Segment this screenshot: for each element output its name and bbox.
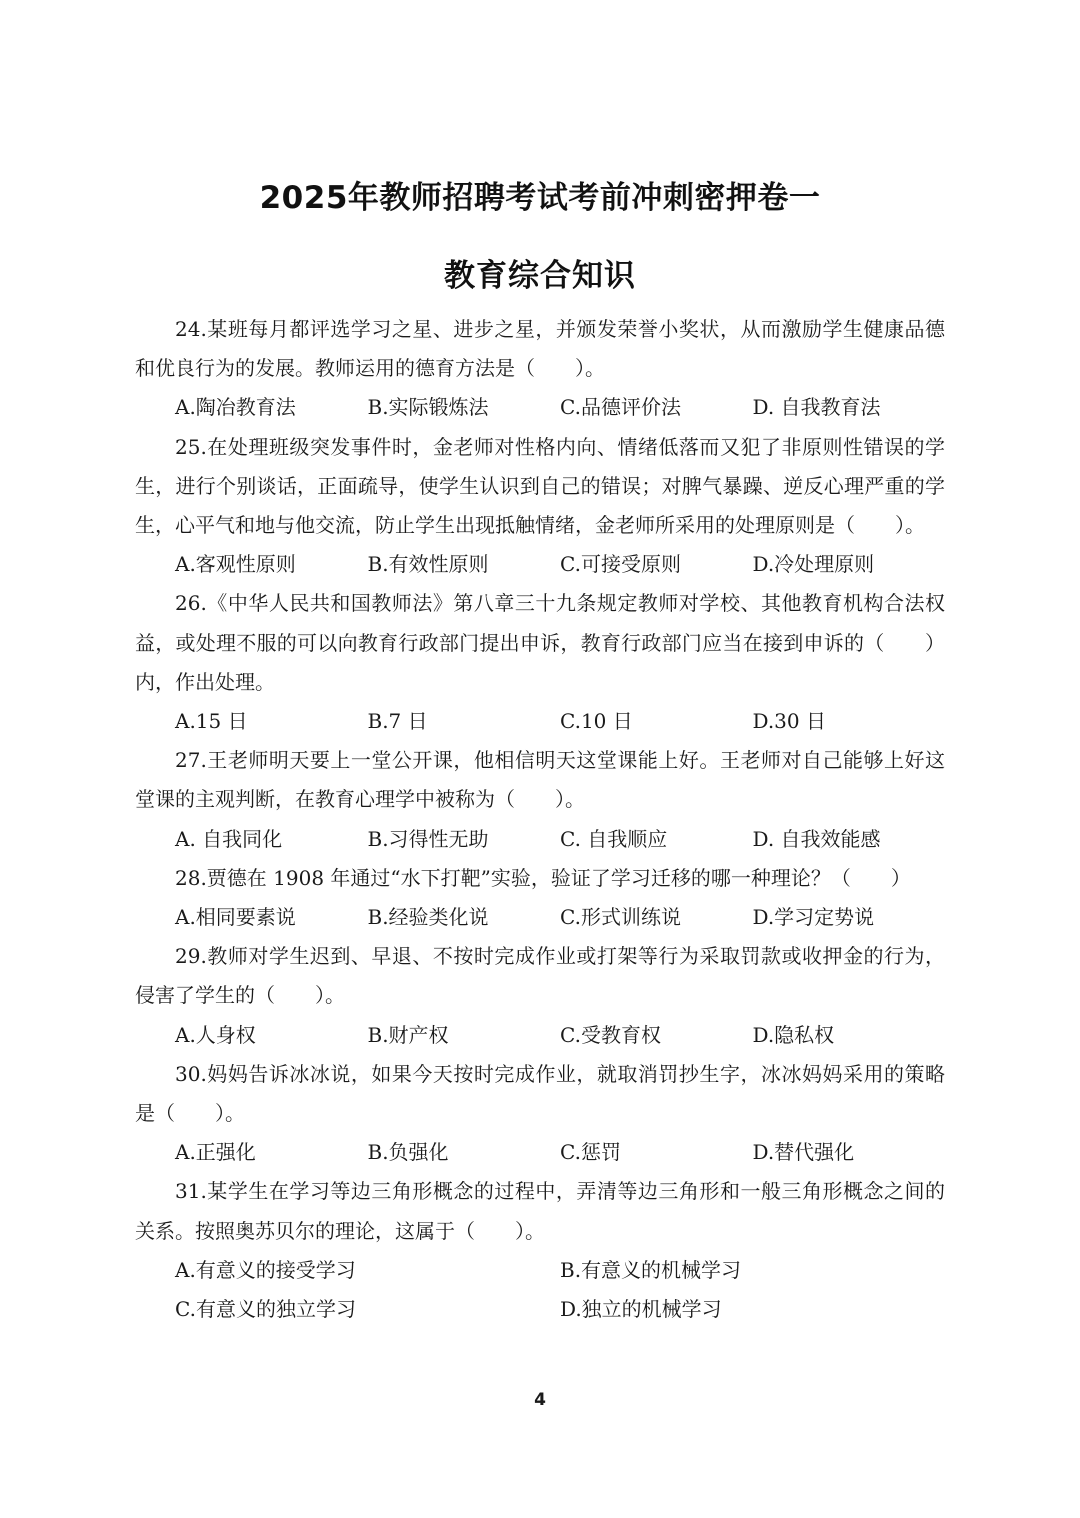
question-24-stem: 24.某班每月都评选学习之星、进步之星，并颁发荣誉小奖状，从而激励学生健康品德和优良行为的发展。教师运用的德育方法是（ ）。 — [135, 317, 945, 381]
option-b: B.习得性无助 — [367, 826, 489, 851]
option-d: D.隐私权 — [752, 1022, 835, 1047]
option-c: C.形式训练说 — [560, 905, 681, 930]
option-d: D. 自我教育法 — [752, 395, 881, 420]
option-b: B.实际锻炼法 — [367, 395, 489, 420]
option-a: A.15 日 — [175, 709, 248, 734]
question-25-options — [135, 545, 945, 584]
question-31-stem: 31.某学生在学习等边三角形概念的过程中，弄清等边三角形和一般三角形概念之间的关系。按照奥苏贝尔的理论，这属于（ ）。 — [135, 1179, 945, 1243]
option-a: A. 自我同化 — [175, 826, 283, 851]
option-b: B.有效性原则 — [367, 552, 489, 577]
option-d: D.冷处理原则 — [752, 552, 875, 577]
exam-title: 2025年教师招聘考试考前冲刺密押卷一 — [259, 180, 821, 216]
option-c: C.可接受原则 — [560, 552, 681, 577]
question-26-options — [135, 702, 945, 741]
question-31-options-row1 — [135, 1251, 945, 1290]
question-28-options — [135, 898, 945, 937]
option-c: C.品德评价法 — [560, 395, 681, 420]
page-number: 4 — [534, 1390, 546, 1410]
question-25-stem: 25.在处理班级突发事件时，金老师对性格内向、情绪低落而又犯了非原则性错误的学生，进行个别谈话，正面疏导，使学生认识到自己的错误；对脾气暴躁、逆反心理严重的学生，心平气和地与他交流，防止学生出现抵触情绪，金老师所采用的处理原则是（ ）。 — [135, 434, 945, 538]
option-d: D.替代强化 — [752, 1140, 855, 1165]
question-27-stem: 27.王老师明天要上一堂公开课，他相信明天这堂课能上好。王老师对自己能够上好这堂课的主观判断，在教育心理学中被称为（ ）。 — [135, 748, 945, 812]
option-c: C. 自我顺应 — [560, 826, 668, 851]
option-c: C.有意义的独立学习 — [175, 1297, 356, 1322]
option-b: B.负强化 — [367, 1140, 449, 1165]
option-a: A.相同要素说 — [175, 905, 296, 930]
question-28-stem: 28.贾德在 1908 年通过“水下打靶”实验，验证了学习迁移的哪一种理论？（ ） — [175, 865, 911, 890]
option-b: B.经验类化说 — [367, 905, 489, 930]
question-list — [135, 310, 945, 1329]
question-30-stem: 30.妈妈告诉冰冰说，如果今天按时完成作业，就取消罚抄生字，冰冰妈妈采用的策略是（ ）。 — [135, 1061, 945, 1126]
question-27-options — [135, 820, 945, 859]
option-c: C.受教育权 — [560, 1022, 661, 1047]
option-a: A.人身权 — [175, 1022, 256, 1047]
option-c: C.惩罚 — [560, 1140, 621, 1165]
option-c: C.10 日 — [560, 709, 633, 734]
question-29-options — [135, 1016, 945, 1055]
option-d: D.独立的机械学习 — [560, 1297, 722, 1322]
question-30-options — [135, 1133, 945, 1172]
option-a: A.陶冶教育法 — [175, 395, 296, 420]
option-d: D. 自我效能感 — [752, 826, 881, 851]
option-b: B.7 日 — [367, 709, 428, 734]
option-b: B.有意义的机械学习 — [560, 1257, 742, 1282]
option-b: B.财产权 — [367, 1022, 449, 1047]
option-d: D.30 日 — [752, 709, 826, 734]
question-26-stem: 26.《中华人民共和国教师法》第八章三十九条规定教师对学校、其他教育机构合法权益，或处理不服的可以向教育行政部门提出申诉，教育行政部门应当在接到申诉的（ ）内，作出处理。 — [135, 591, 945, 694]
option-a: A.客观性原则 — [175, 552, 296, 577]
question-29-stem: 29.教师对学生迟到、早退、不按时完成作业或打架等行为采取罚款或收押金的行为，侵害了学生的（ ）。 — [135, 944, 945, 1008]
question-31-options-row2 — [135, 1290, 945, 1329]
question-24-options — [135, 388, 945, 427]
exam-subject: 教育综合知识 — [444, 258, 636, 294]
option-a: A.有意义的接受学习 — [175, 1257, 356, 1282]
option-d: D.学习定势说 — [752, 905, 875, 930]
option-a: A.正强化 — [175, 1140, 256, 1165]
